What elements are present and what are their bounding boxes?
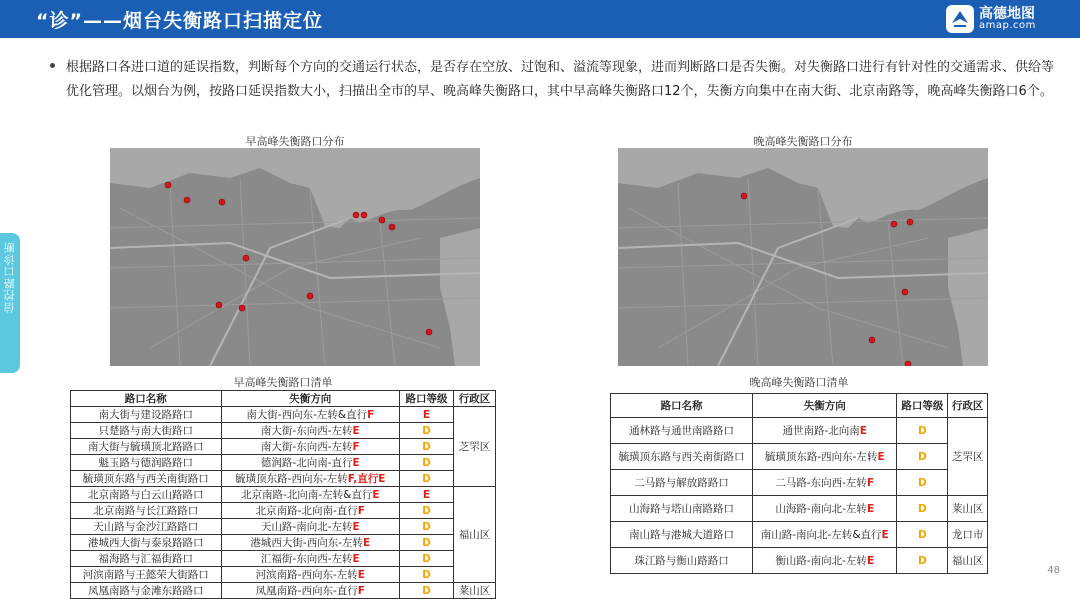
direction-flag: E [877,451,885,463]
imbalance-direction [753,548,897,574]
imbalance-direction [221,455,399,471]
direction-flag: E [352,521,360,533]
intersection-marker[interactable] [902,289,908,295]
intersection-name: 福海路与汇福街路口 [71,551,222,567]
intersection-name: 北京南路与白云山路路口 [71,487,222,503]
col-header: 路口名称 [71,391,222,407]
direction-text: 衡山路-南向北-左转 [775,555,867,567]
intersection-name: 毓璜顶东路与西关南街路口 [71,471,222,487]
morning-table-title: 早高峰失衡路口清单 [233,376,333,389]
direction-text: 毓璜顶东路-西向东-左转 [235,473,348,485]
intersection-name: 魁玉路与德润路路口 [71,455,222,471]
header-bar [0,0,1080,38]
intersection-level: E [400,407,454,423]
table-row [71,567,496,583]
direction-text: 德润路-北向南-直行 [260,457,353,469]
direction-flag: E [881,529,889,541]
direction-text: 通世南路-北向南 [782,425,860,437]
intersection-level: D [897,418,948,444]
table-row [71,487,496,503]
evening-map-graphic [618,148,988,366]
table-row [611,548,988,574]
direction-text: 二马路-东向西-左转 [775,477,867,489]
amap-logo [946,3,1056,35]
intersection-marker[interactable] [389,224,395,230]
imbalance-direction [221,535,399,551]
evening-map[interactable] [618,148,988,366]
direction-text: 南大街-西向东-左转&直行 [246,409,368,421]
intersection-name: 天山路与金沙江路路口 [71,519,222,535]
intersection-level: D [897,522,948,548]
imbalance-direction [221,551,399,567]
intersection-name: 南山路与港城大道路口 [611,522,753,548]
intersection-level: D [400,503,454,519]
direction-flag: F,直行E [347,473,386,485]
intersection-name: 南大街与毓璜顶北路路口 [71,439,222,455]
direction-flag: E [352,457,360,469]
evening-markers [741,193,913,366]
intersection-name: 港城西大街与泰泉路路口 [71,535,222,551]
intersection-level: D [400,519,454,535]
direction-text: 汇福街-东向西-左转 [260,553,353,565]
direction-flag: E [352,553,360,565]
direction-flag: E [866,503,875,515]
intersection-name: 毓璜顶东路与西关南街路口 [611,444,753,470]
direction-flag: E [372,489,380,501]
intersection-level: D [400,471,454,487]
intersection-level: D [400,423,454,439]
evening-table-title: 晚高峰失衡路口清单 [749,376,849,389]
morning-map-title: 早高峰失衡路口分布 [245,135,345,148]
intersection-level: D [400,535,454,551]
intersection-name: 通林路与通世南路路口 [611,418,753,444]
intersection-level: D [897,444,948,470]
table-row [611,444,988,470]
intersection-level: D [400,567,454,583]
col-header: 路口等级 [400,391,454,407]
direction-text: 河滨南路-西向东-左转 [255,569,358,581]
intersection-name: 北京南路与长江路路口 [71,503,222,519]
imbalance-direction [221,439,399,455]
intersection-level: D [897,548,948,574]
table-row [611,496,988,522]
direction-flag: F [367,409,375,421]
imbalance-direction [753,470,897,496]
morning-table [70,390,496,599]
page-number: 48 [1047,565,1060,576]
col-header: 路口名称 [611,394,753,418]
imbalance-direction [753,496,897,522]
imbalance-direction [753,418,897,444]
imbalance-direction [221,583,399,599]
direction-flag: E [866,555,875,567]
intersection-level: D [400,439,454,455]
intersection-marker[interactable] [907,219,913,225]
table-row [71,455,496,471]
amap-logo-icon [946,5,974,33]
imbalance-direction [221,423,399,439]
logo-text-cn: 高德地图 [979,6,1035,22]
table-row [71,503,496,519]
district: 芝罘区 [454,407,496,487]
imbalance-direction [221,503,399,519]
intersection-level: D [400,583,454,599]
page-title: “诊”——烟台失衡路口扫描定位 [36,10,323,32]
intersection-level: D [400,455,454,471]
imbalance-direction [753,444,897,470]
side-tab-label: 信控路口诊断 [3,241,16,313]
district: 芝罘区 [948,418,988,496]
direction-text: 南山路-南向北-左转&直行 [760,529,882,541]
intersection-name: 南大街与建设路路口 [71,407,222,423]
intro-paragraph: 根据路口各进口道的延误指数，判断每个方向的交通运行状态，是否存在空放、过饱和、溢流等现象，进而判断路口是否失衡。对失衡路口进行有针对性的交通需求、供给等优化管理。以烟台为例，按路口延误指数大小，扫描出全市的早、晚高峰失衡路口，其中早高峰失衡路口12个，失衡方向集中在南大街、北京南路等，晚高峰失衡路口6个。 [66,60,1055,99]
imbalance-direction [753,522,897,548]
direction-text: 南大街-东向西-左转 [260,425,353,437]
imbalance-direction [221,407,399,423]
direction-text: 天山路-南向北-左转 [260,521,353,533]
intersection-marker[interactable] [219,199,225,205]
col-header: 失衡方向 [221,391,399,407]
direction-flag: E [362,537,371,549]
direction-flag: E [357,569,365,581]
table-row [71,407,496,423]
col-header: 行政区 [948,394,988,418]
direction-flag: F [352,441,360,453]
table-row [611,470,988,496]
intersection-marker[interactable] [239,305,245,311]
direction-flag: F [866,477,875,489]
district: 莱山区 [948,496,988,522]
intersection-marker[interactable] [379,217,385,223]
direction-flag: E [352,425,360,437]
intersection-marker[interactable] [741,193,747,199]
table-row [71,471,496,487]
direction-text: 毓璜顶东路-西向东-左转 [764,451,878,463]
imbalance-direction [221,471,399,487]
intersection-marker[interactable] [426,329,432,335]
imbalance-direction [221,567,399,583]
table-row [71,535,496,551]
intersection-name: 山海路与塔山南路路口 [611,496,753,522]
intersection-marker[interactable] [905,361,911,366]
direction-text: 港城西大街-西向东-左转 [250,537,363,549]
direction-text: 北京南路-北向南-直行 [255,505,358,517]
direction-text: 北京南路-北向南-左转&直行 [241,489,373,501]
intersection-name: 只楚路与南大街路口 [71,423,222,439]
evening-map-title: 晚高峰失衡路口分布 [753,135,853,148]
intersection-marker[interactable] [184,197,190,203]
intersection-level: D [897,470,948,496]
col-header: 失衡方向 [753,394,897,418]
evening-table [610,393,988,574]
intersection-level: D [897,496,948,522]
direction-text: 山海路-南向北-左转 [775,503,867,515]
direction-flag: E [859,425,867,437]
intersection-marker[interactable] [869,337,875,343]
district: 福山区 [948,548,988,574]
direction-text: 凤凰南路-西向东-直行 [255,585,358,597]
direction-flag: F [357,585,365,597]
intersection-marker[interactable] [243,255,249,261]
table-row [71,519,496,535]
intersection-name: 河滨南路与王懿荣大街路口 [71,567,222,583]
district: 莱山区 [454,583,496,599]
section-side-tab[interactable] [0,233,20,373]
intersection-marker[interactable] [891,221,897,227]
intersection-level: E [400,487,454,503]
col-header: 路口等级 [897,394,948,418]
direction-text: 南大街-东向西-左转 [260,441,353,453]
intersection-name: 珠江路与衡山路路口 [611,548,753,574]
intersection-marker[interactable] [353,212,359,218]
intersection-level: D [400,551,454,567]
intersection-marker[interactable] [216,302,222,308]
table-row [71,423,496,439]
imbalance-direction [221,519,399,535]
morning-map-graphic [110,148,480,366]
morning-map[interactable] [110,148,480,366]
logo-text-en: amap.com [979,20,1036,31]
table-row [71,439,496,455]
district: 福山区 [454,487,496,583]
intersection-name: 凤凰南路与金滩东路路口 [71,583,222,599]
table-row [71,551,496,567]
table-row [611,522,988,548]
intersection-name: 二马路与解放路路口 [611,470,753,496]
table-row [71,583,496,599]
table-row [611,418,988,444]
bullet-icon [50,63,55,68]
imbalance-direction [221,487,399,503]
intersection-marker[interactable] [165,182,171,188]
direction-flag: F [357,505,365,517]
intersection-marker[interactable] [361,212,367,218]
col-header: 行政区 [454,391,496,407]
intersection-marker[interactable] [307,293,313,299]
district: 龙口市 [948,522,988,548]
